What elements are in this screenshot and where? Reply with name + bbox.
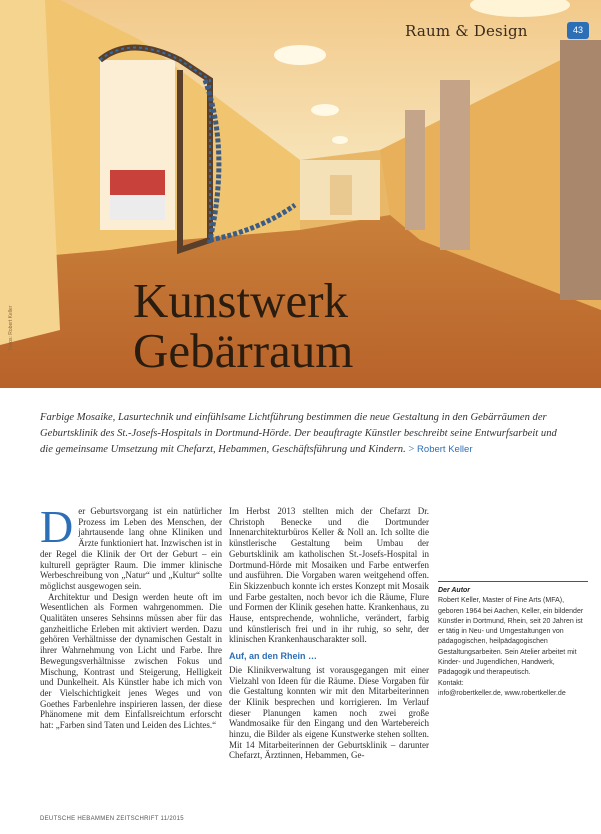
author-box-heading: Der Autor [438,587,471,594]
author-bio: Robert Keller, Master of Fine Arts (MFA), geboren 1964 bei Aachen, Keller, ein bildender Künstler in Dortmund, Rhein, seit 20 Jahren ist er tätig in Neu- und Umgestaltungen von pädagogischen, heilpädagogischen Gestaltungsarbeiten. Sein Atelier arbeitet mit Kinder- und Jugendlichen, Handwerk, Pädagogik und therapeutisch. [438,597,584,677]
paragraph: Im Herbst 2013 stellten mich der Chefarzt Dr. Christoph Benecke und die Dortmunder Innenarchitekturbüros Keller & Noll an. Ich sollte die künstlerische Gestaltung beim Umbau der Geburtsklinik am katholischen St.-Josefs-Hospital in Dortmund-Hörde mit Mosaiken und Farbe entwerfen und ausführen. Die Vorgaben waren weitgehend offen. Ein Skizzenbuch konnte ich erstes Konzept mit Mosaik und Farbe gestalten, noch bevor ich die Räume, Flure und Formen der Klinik gesehen hatte. Krankenhaus, zu Hause, entsprechende, wohnliche, verändert, farbig und künstlerisch frei und in ihr ruhig, so sehr, der klinischen Krankenhauscharakter soll. [229,506,429,645]
author-box [438,581,588,699]
page-number-badge: 43 [567,22,589,39]
drop-cap: D [40,501,74,552]
article-column-1 [40,501,222,731]
hero-photo [0,0,601,388]
contact-label: Kontakt: [438,679,464,687]
divider [438,581,588,582]
section-tag: Raum & Design [405,22,528,40]
article-lead [40,410,560,458]
title-line-2: Gebärraum [133,323,354,378]
article-title [133,273,354,378]
article-column-2 [229,506,429,761]
subheading: Auf, an den Rhein … [229,651,318,662]
paragraph: Die Klinikverwaltung ist vorausgegangen mit einer Vielzahl von Ideen für die Räume. Diese Vorgaben für die Gestaltung konnten wir mit den Mitarbeiterinnen der Klinik besprechen und korrigieren. Im Verlauf dieser Planungen kamen noch zwei große Wandmosaike für den Eingang und den Wartebereich hinzu, die Bilder als eigene Kunstwerke stehen sollten. Mit 14 Mitarbeiterinnen der Geburtsklinik – darunter Chefarzt, Ärztinnen, Hebammen, Ge- [229,664,429,761]
contact-email-link[interactable]: info@robertkeller.de, www.robertkeller.de [438,689,566,697]
page-footer: DEUTSCHE HEBAMMEN ZEITSCHRIFT 11/2015 [40,816,184,822]
author-arrow-icon: > [408,444,415,455]
photo-credit: Fotos: Robert Keller [8,305,14,350]
lead-text: Farbige Mosaike, Lasurtechnik und einfühlsame Lichtführung bestimmen die neue Gestaltung in den Gebärräumen der Geburtsklinik des St.-Josefs-Hospitals in Dortmund-Hörde. Der beauftragte Künstler beschreibt seine Entwurfsarbeit und die gemeinsame Umsetzung mit Chefarzt, Hebammen, Geschäftsführung und Kindern. [40,412,557,455]
title-line-1: Kunstwerk [133,273,349,328]
paragraph [40,501,222,592]
paragraph: Architektur und Design werden heute oft im Wesentlichen als Formen wahrgenommen. Die Qualitäten unseres Sehsinns müssen aber für das ganzheitliche Erleben mit aktiviert werden. Dazu gehören Verhältnisse der dynamischen Gestalt in ihrer Wahrnehmung von Licht und Farbe. Ihre Bewegungsverhältnisse zwischen Fokus und Mischung, Kontrast und Steigerung, Helligkeit und Dunkelheit. Als Künstler habe ich mich von der Vielschichtigkeit jenes Weges und von Goethes Farbenlehre inspirieren lassen, der diese Phänomene mit dem Einfallsreichtum erforscht hat: „Farben sind Taten und Leiden des Lichtes.“ [40,591,222,731]
paragraph-text: er Geburtsvorgang ist ein natürlicher Prozess im Leben des Menschen, der jahrtausende lang ohne Kliniken und Ärzte funktioniert hat. Inzwischen ist in der Regel die Klinik der Ort der Geburt – ein kulturell geprägter Raum. Die immer klinische Werbeschreibung von „Natur“ und „Kultur“ sollte möglichst ausgewogen sein. [40,506,222,591]
lead-author: Robert Keller [417,444,473,455]
